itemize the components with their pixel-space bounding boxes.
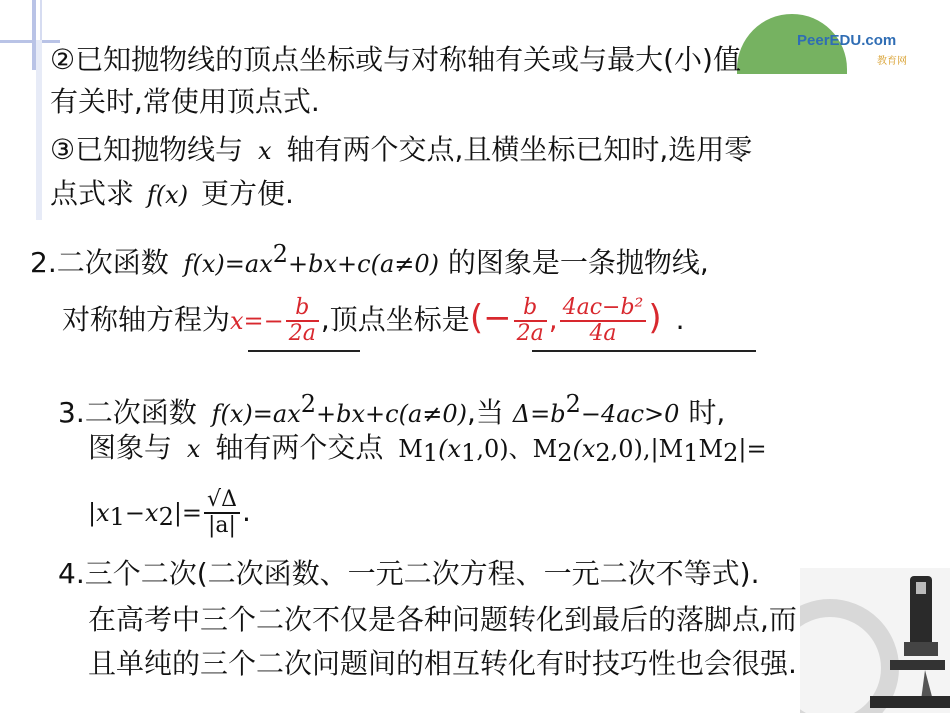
math-expr: f(x)=ax (183, 250, 273, 278)
text-fragment: ②已知抛物线的顶点坐标或与对称轴有关或与最大(小)值 (50, 43, 741, 76)
microscope-icon (800, 568, 950, 713)
text-fragment: ,当 (467, 396, 504, 429)
math-sub: 2 (595, 439, 611, 467)
text-fragment: 有关时,常使用顶点式. (50, 85, 320, 118)
text-fragment: 2.二次函数 (30, 246, 169, 279)
text-fragment: 轴有两个交点,且横坐标已知时,选用零 (286, 133, 753, 166)
text-line (88, 488, 251, 539)
math-expr: +bx+c(a≠0) (288, 250, 439, 278)
text-fragment: 时, (688, 396, 726, 429)
site-logo (737, 8, 937, 68)
text-fragment: 轴有两个交点 (215, 431, 384, 464)
text-fragment: 的图象是一条抛物线, (447, 246, 709, 279)
math-expr: |x (88, 499, 110, 527)
axis-formula: x=− (230, 307, 284, 335)
fraction-denominator: 2a (514, 320, 547, 346)
fraction (560, 296, 647, 346)
fraction-denominator: 2a (286, 320, 319, 346)
math-sub: 1 (683, 439, 699, 467)
text-fragment: 且单纯的三个二次问题间的相互转化有时技巧性也会很强. (88, 647, 797, 680)
fraction-numerator: b (523, 295, 538, 320)
math-sub: 2 (158, 503, 174, 531)
text-fragment: ,顶点坐标是 (320, 303, 470, 336)
text-fragment: 点式求 (50, 177, 135, 210)
math-sub: 2 (723, 439, 739, 467)
math-expr: (x (572, 435, 596, 463)
fraction-numerator: b (295, 295, 310, 320)
text-line (88, 646, 797, 682)
fraction-denominator: 4a (560, 320, 647, 346)
math-expr: |= (173, 499, 203, 527)
text-line (30, 236, 709, 282)
math-sub: 1 (109, 503, 125, 531)
text-line (58, 556, 759, 592)
text-fragment: . (241, 495, 251, 528)
math-expr: ,0),|M (610, 435, 684, 463)
math-sub: 1 (422, 439, 439, 467)
math-expr: f(x) (146, 181, 189, 209)
fraction (514, 296, 547, 346)
text-fragment: 对称轴方程为 (62, 303, 231, 336)
text-line (50, 176, 294, 213)
math-expr: +bx+c(a≠0) (316, 400, 467, 428)
math-sub: 2 (557, 439, 573, 467)
vertex-paren-close: ) (648, 298, 662, 338)
math-expr: (x (438, 435, 462, 463)
math-expr: M (698, 435, 724, 463)
text-line (88, 430, 767, 471)
math-var: x (258, 137, 272, 165)
fraction-numerator: 4ac−b² (562, 295, 644, 320)
side-bar-decoration (36, 40, 42, 220)
fraction-denominator: |a| (204, 512, 240, 538)
text-fragment: 图象与 (88, 431, 173, 464)
math-expr: f(x)=ax (211, 400, 301, 428)
math-expr: M (398, 435, 423, 463)
fraction (286, 296, 319, 346)
text-line (88, 602, 797, 638)
answer-underline (248, 350, 360, 352)
math-var: x (186, 435, 201, 463)
text-fragment: 更方便. (200, 177, 294, 210)
vertex-comma: , (548, 303, 558, 336)
math-expr: Δ=b (512, 400, 566, 428)
text-line (62, 296, 685, 346)
logo-text: PeerEDU.com (797, 32, 897, 49)
text-fragment: ③已知抛物线与 (50, 133, 244, 166)
math-sup: 2 (272, 240, 289, 268)
text-line (50, 84, 320, 120)
math-sup: 2 (300, 390, 317, 418)
text-line (50, 132, 752, 169)
math-expr: |= (738, 435, 767, 463)
text-fragment: 4.三个二次(二次函数、一元二次方程、一元二次不等式). (58, 557, 760, 590)
logo-subtext: 教育网 (877, 56, 907, 67)
text-fragment: 在高考中三个二次不仅是各种问题转化到最后的落脚点,而 (88, 603, 797, 636)
vertex-paren-open: (− (469, 298, 512, 338)
text-fragment: . (675, 303, 685, 336)
math-sub: 1 (461, 439, 477, 467)
answer-underline (532, 350, 756, 352)
fraction (204, 488, 240, 538)
math-expr: −4ac>0 (580, 400, 680, 428)
math-expr: ,0)、M (476, 435, 558, 463)
math-expr: −x (124, 499, 159, 527)
fraction-numerator: √Δ (207, 487, 237, 512)
text-line (58, 386, 725, 432)
text-fragment: 3.二次函数 (58, 396, 197, 429)
text-line (50, 42, 741, 78)
math-sup: 2 (565, 390, 581, 418)
